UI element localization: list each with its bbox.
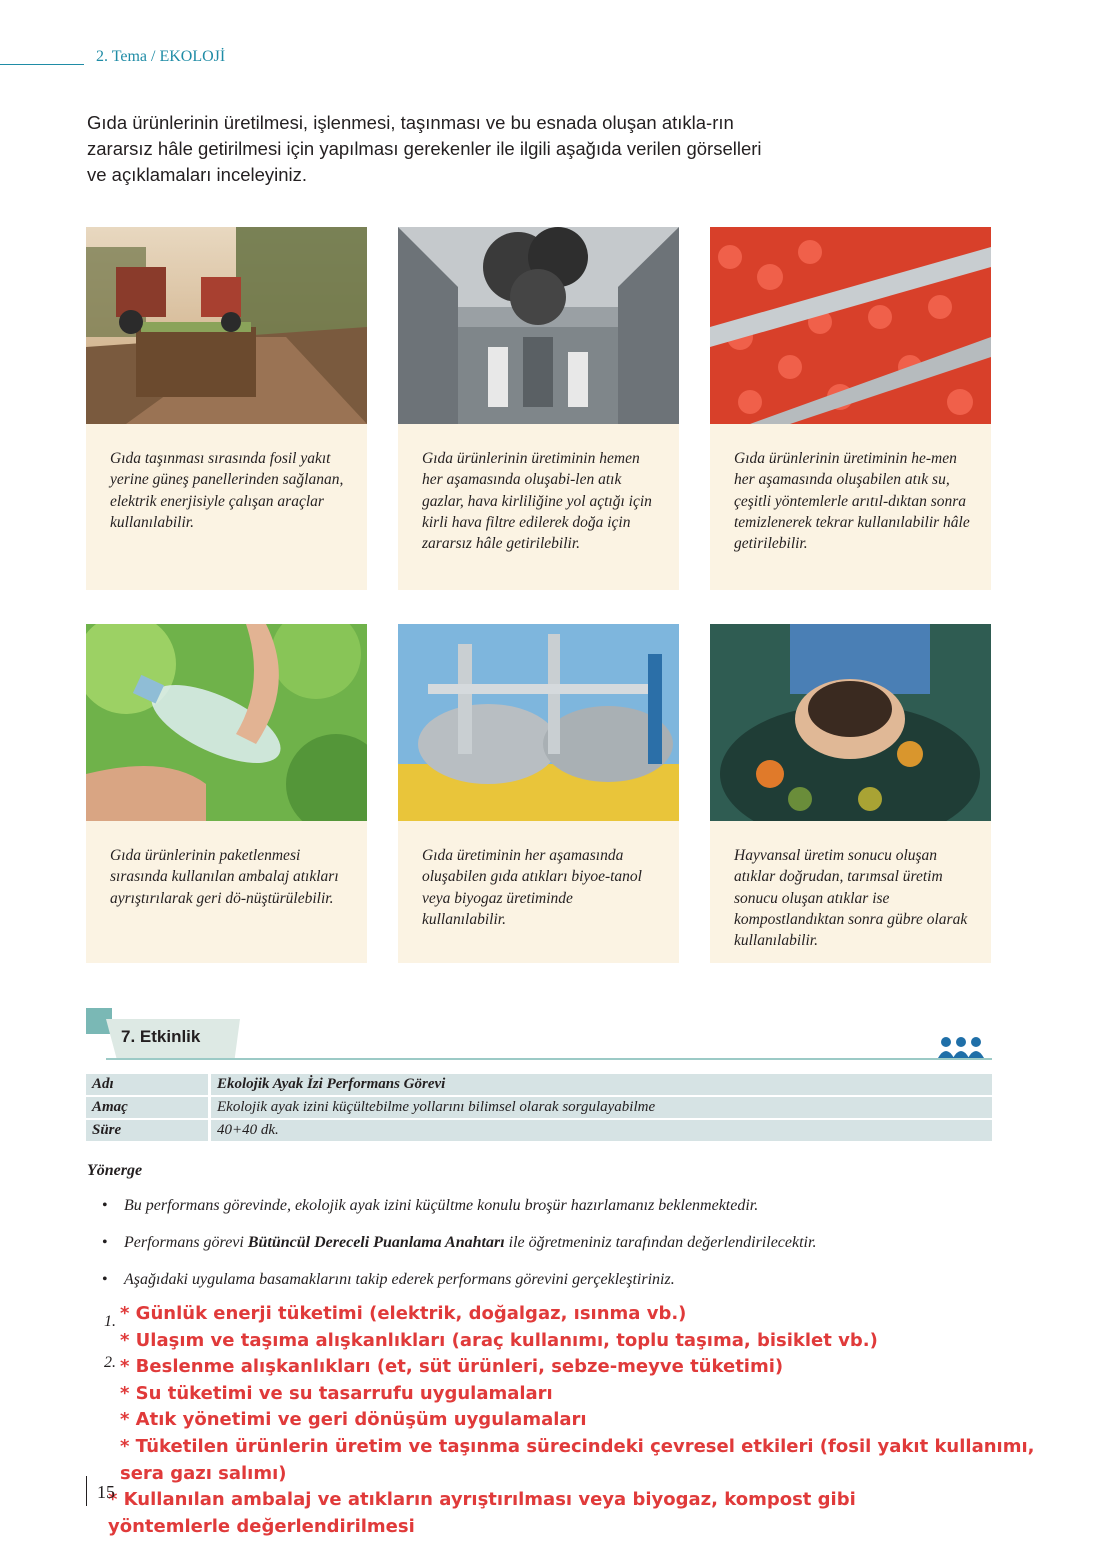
page-number: 15 bbox=[97, 1482, 115, 1502]
card-caption: Gıda taşınması sırasında fosil yakıt yerine güneş panellerinden sağlanan, elektrik enerjisiyle çalışan araçlar kullanılabilir. bbox=[86, 424, 367, 590]
page-number-rule bbox=[86, 1476, 87, 1506]
activity-rule bbox=[240, 1058, 992, 1060]
list-item: • Bu performans görevinde, ekolojik ayak izini küçültme konulu broşür hazırlamanız beklenmektedir. bbox=[100, 1196, 816, 1233]
compost-hands-photo bbox=[710, 624, 991, 821]
card-caption: Gıda ürünlerinin üretiminin hemen her aşamasında oluşabi-len atık gazlar, hava kirliliğine yol açtığı için kirli hava filtre edilerek doğa için zararsız hâle getirilebilir. bbox=[398, 424, 679, 590]
card-caption: Gıda üretiminin her aşamasında oluşabilen gıda atıkları biyoe-tanol veya biyogaz üretiminde kullanılabilir. bbox=[398, 821, 679, 963]
info-card bbox=[710, 624, 991, 963]
row-key: Süre bbox=[86, 1120, 211, 1141]
row-value: 40+40 dk. bbox=[211, 1120, 992, 1141]
row-value: Ekolojik Ayak İzi Performans Görevi bbox=[211, 1074, 992, 1095]
activity-info-table bbox=[86, 1072, 992, 1143]
row-key: Adı bbox=[86, 1074, 211, 1095]
answer-line: * Atık yönetimi ve geri dönüşüm uygulamaları bbox=[120, 1409, 587, 1431]
intro-paragraph: Gıda ürünlerinin üretilmesi, işlenmesi, taşınması ve bu esnada oluşan atıkla-rın zararsız hâle getirilmesi için yapılması gerekenler ile ilgili aşağıda verilen görselleri ve açıklamaları inceleyiniz. bbox=[87, 112, 762, 185]
card-caption: Gıda ürünlerinin paketlenmesi sırasında kullanılan ambalaj atıkları ayrıştırılarak geri dö-nüştürülebilir. bbox=[86, 821, 367, 963]
biogas-plant-photo bbox=[398, 624, 679, 821]
list-item bbox=[100, 1233, 816, 1270]
card-caption: Gıda ürünlerinin üretiminin he-men her aşamasında oluşabilen atık su, çeşitli yöntemlerle arıtıl-dıktan sonra temizlenerek tekrar kullanılabilir hâle getirilebilir. bbox=[710, 424, 991, 590]
activity-title: 7. Etkinlik bbox=[121, 1027, 201, 1046]
info-card bbox=[398, 624, 679, 963]
answer-line: * Tüketilen ürünlerin üretim ve taşınma sürecindeki çevresel etkileri (fosil yakıt kullanımı, sera gazı salımı) bbox=[120, 1435, 1035, 1484]
card-caption: Hayvansal üretim sonucu oluşan atıklar doğrudan, tarımsal üretim sonucu oluşan atıklar ise kompostlandıktan sonra gübre olarak kullanılabilir. bbox=[710, 821, 991, 963]
handwritten-answer bbox=[108, 1301, 1060, 1540]
header-rule bbox=[0, 64, 84, 65]
section-header: 2. Tema / EKOLOJİ bbox=[96, 48, 226, 65]
answer-line: * Beslenme alışkanlıkları (et, süt ürünleri, sebze-meyve tüketimi) bbox=[120, 1356, 784, 1378]
table-row bbox=[86, 1074, 992, 1095]
info-card bbox=[86, 227, 367, 590]
activity-rule bbox=[106, 1058, 240, 1060]
step-number: 1. bbox=[104, 1313, 116, 1330]
rubric-name: Bütüncül Dereceli Puanlama Anahtarı bbox=[247, 1234, 505, 1251]
table-row bbox=[86, 1120, 992, 1141]
row-key: Amaç bbox=[86, 1097, 211, 1118]
group-people-icon bbox=[938, 1036, 984, 1065]
info-card bbox=[398, 227, 679, 590]
answer-line: * Kullanılan ambalaj ve atıkların ayrıştırılması veya biyogaz, kompost gibi yöntemlerle değerlendirilmesi bbox=[108, 1489, 856, 1537]
factory-smoke-photo bbox=[398, 227, 679, 424]
table-row bbox=[86, 1097, 992, 1118]
answer-line: * Ulaşım ve taşıma alışkanlıkları (araç kullanımı, toplu taşıma, bisiklet vb.) bbox=[120, 1329, 878, 1351]
row-value: Ekolojik ayak izini küçültebilme yollarını bilimsel olarak sorgulayabilme bbox=[211, 1097, 992, 1118]
answer-line: * Su tüketimi ve su tasarrufu uygulamaları bbox=[120, 1382, 553, 1404]
info-card bbox=[86, 624, 367, 963]
instructions-heading: Yönerge bbox=[87, 1162, 143, 1179]
answer-line: * Günlük enerji tüketimi (elektrik, doğalgaz, ısınma vb.) bbox=[120, 1303, 687, 1324]
list-item-text: ile öğretmeniniz tarafından değerlendirilecektir. bbox=[504, 1234, 817, 1251]
tractor-field-photo bbox=[86, 227, 367, 424]
info-card bbox=[710, 227, 991, 590]
step-number: 2. bbox=[104, 1354, 116, 1371]
plastic-bottle-recycle-photo bbox=[86, 624, 367, 821]
instruction-list bbox=[100, 1196, 816, 1307]
list-item-text: Performans görevi bbox=[124, 1234, 248, 1251]
tomato-washing-photo bbox=[710, 227, 991, 424]
list-item: • Aşağıdaki uygulama basamaklarını takip ederek performans görevini gerçekleştiriniz. bbox=[100, 1270, 816, 1307]
